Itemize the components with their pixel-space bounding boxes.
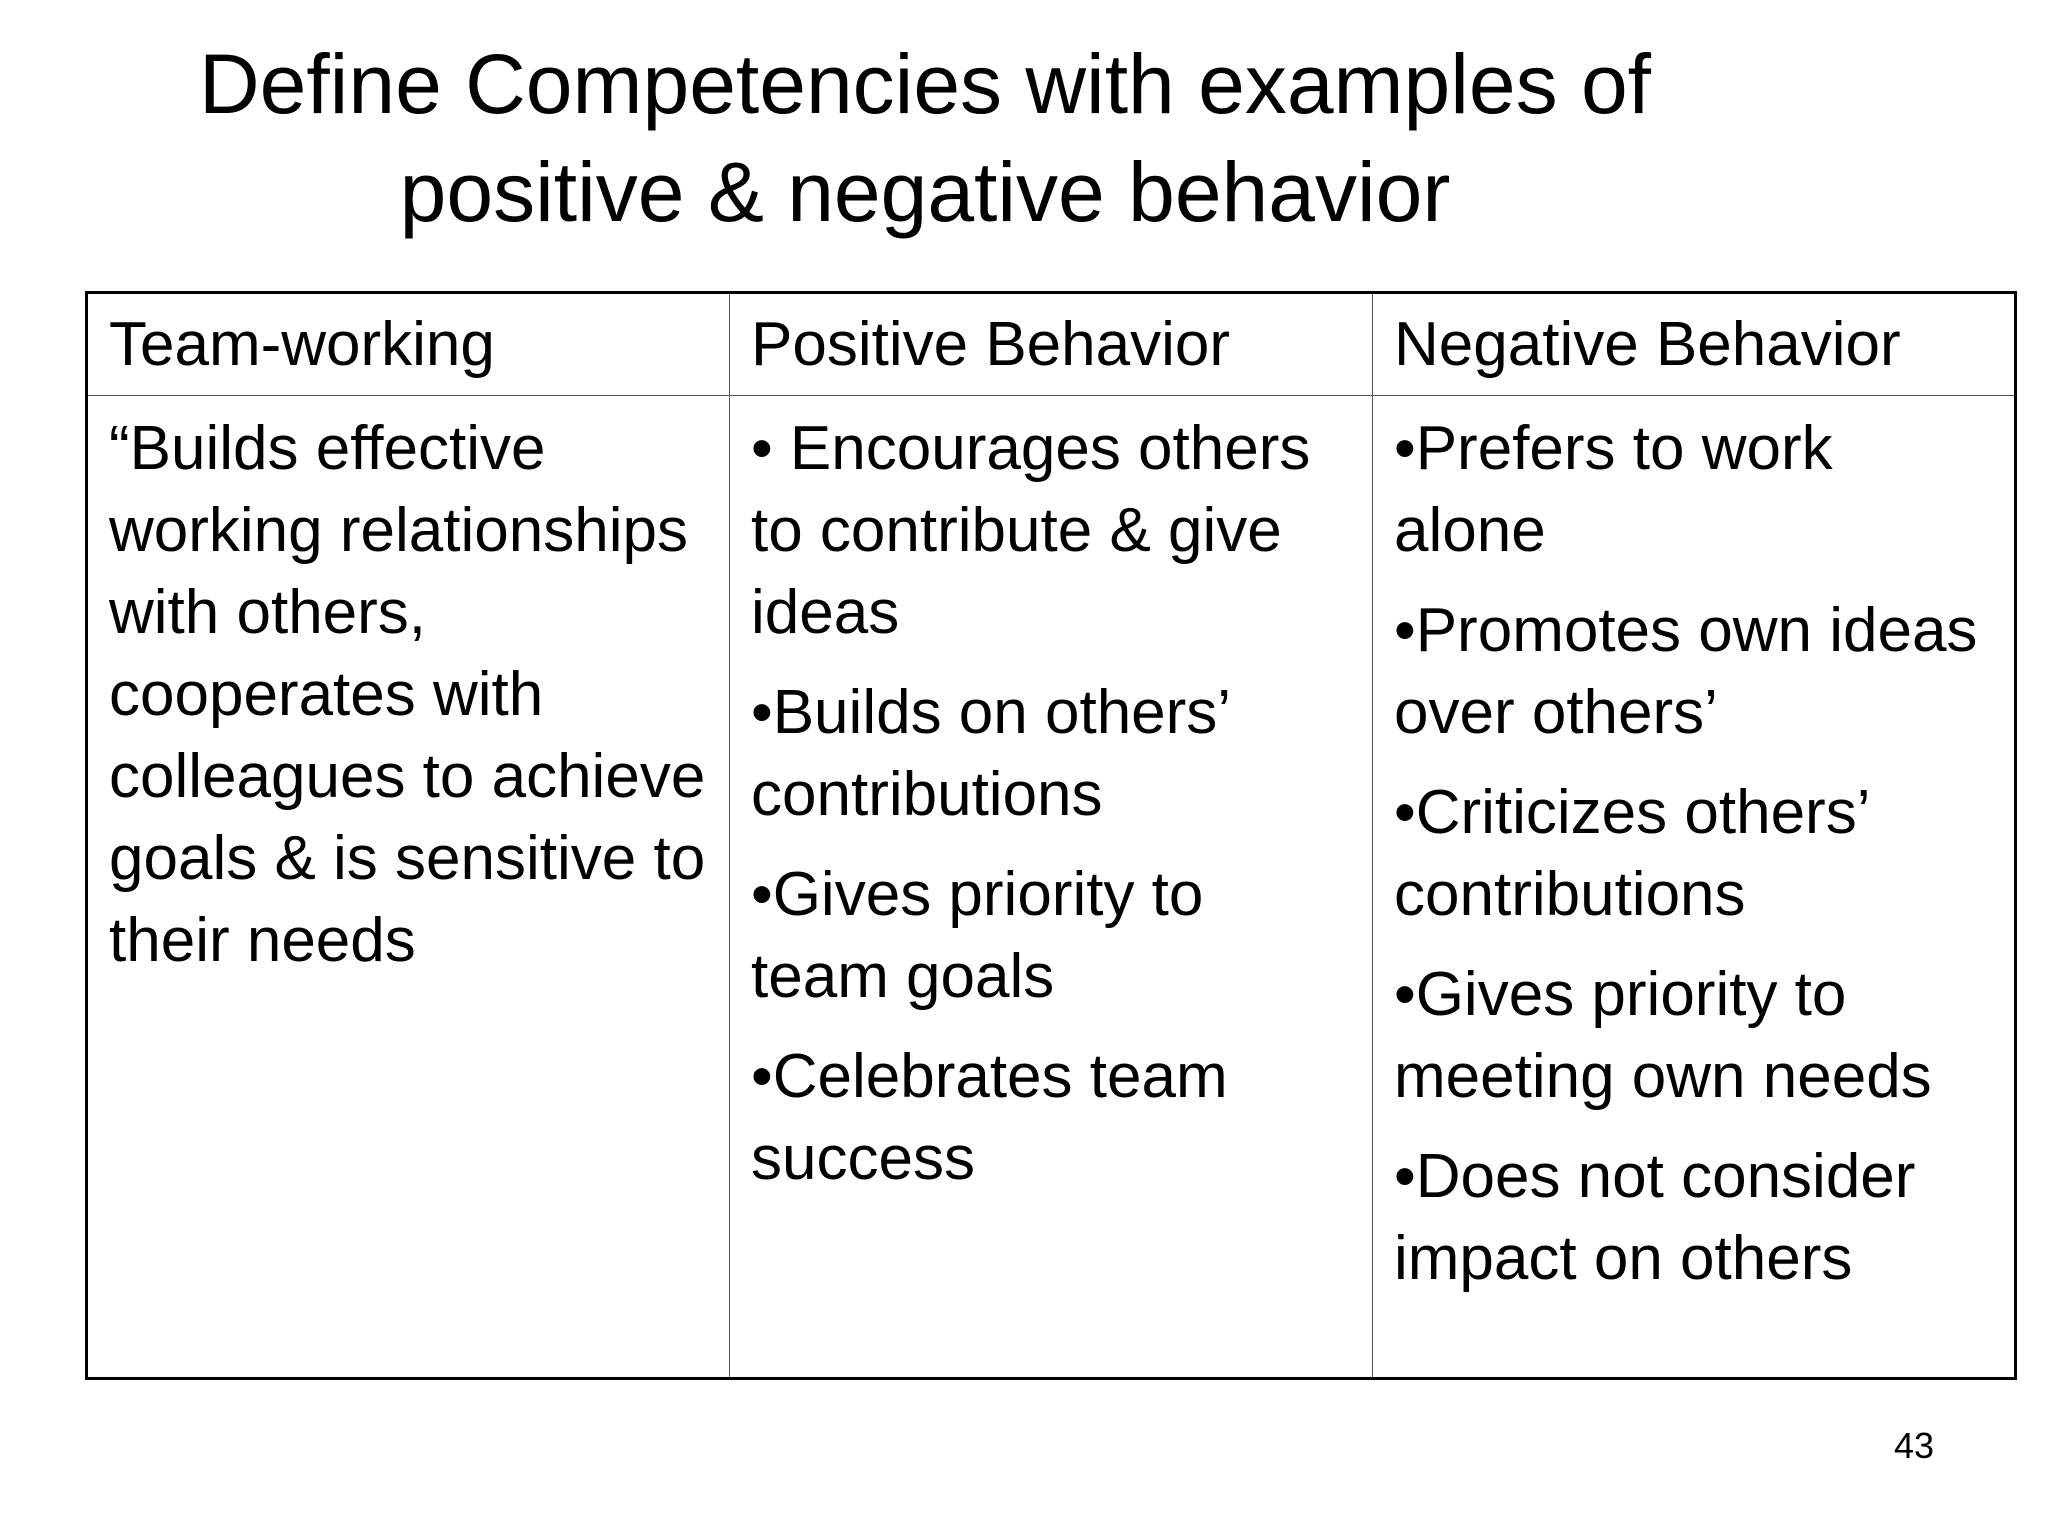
- table-row: [87, 396, 2016, 1379]
- slide-title-line-2: positive & negative behavior: [399, 145, 1451, 239]
- header-positive-behavior: Positive Behavior: [730, 293, 1373, 396]
- negative-behavior-list: [1394, 408, 1994, 1300]
- positive-behavior-cell: [730, 396, 1373, 1379]
- slide-title-line-1: Define Competencies with examples of: [198, 37, 1652, 131]
- competency-definition: “Builds effective working relationships with others, cooperates with colleagues to achieve goals & is sensitive to their needs: [109, 414, 706, 975]
- list-item: •Builds on others’ contributions: [751, 678, 1229, 829]
- list-item: •Gives priority to meeting own needs: [1394, 960, 1932, 1111]
- header-negative-behavior: Negative Behavior: [1373, 293, 2016, 396]
- list-item: •Gives priority to team goals: [751, 860, 1204, 1011]
- table-header-row: [87, 293, 2016, 396]
- list-item: •Does not consider impact on others: [1394, 1142, 1916, 1293]
- list-item: • Encourages others to contribute & give ideas: [751, 414, 1311, 647]
- competency-definition-cell: [87, 396, 730, 1379]
- positive-behavior-list: [751, 408, 1352, 1200]
- negative-behavior-cell: [1373, 396, 2016, 1379]
- list-item: •Prefers to work alone: [1394, 414, 1833, 565]
- slide-title: [0, 30, 1850, 246]
- header-competency: Team-working: [87, 293, 730, 396]
- list-item: •Criticizes others’ contributions: [1394, 778, 1869, 929]
- list-item: •Promotes own ideas over others’: [1394, 596, 1978, 747]
- competency-table: [85, 291, 2017, 1380]
- list-item: •Celebrates team success: [751, 1042, 1228, 1193]
- page-number: 43: [1894, 1425, 1935, 1466]
